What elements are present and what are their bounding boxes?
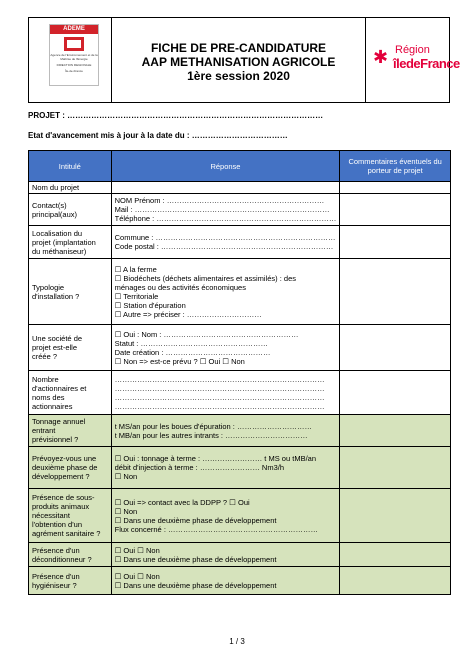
row-response[interactable] (111, 182, 340, 194)
row-comment-field[interactable] (340, 182, 451, 194)
row-label-line: l'obtention d'un (32, 520, 82, 529)
response-line[interactable]: t MS/an pour les boues d'épuration : ………………………… (114, 421, 312, 431)
ademe-logo (49, 24, 99, 86)
header-reponse: Réponse (111, 151, 340, 182)
row-label-line: d'actionnaires et (32, 383, 87, 393)
row-label-line: Typologie (32, 282, 65, 292)
row-label (29, 226, 112, 259)
table-row (29, 226, 451, 259)
response-line[interactable]: NOM Prénom : ……………………………………………………… (114, 196, 325, 205)
candidature-table (28, 150, 451, 595)
row-response[interactable] (111, 226, 340, 259)
title-line-2: AAP METHANISATION AGRICOLE (141, 55, 336, 69)
row-comment-field[interactable] (340, 447, 451, 489)
response-line[interactable]: ☐ Oui ☐ Non (114, 571, 160, 581)
row-label-line: créée ? (32, 352, 58, 361)
row-label (29, 567, 112, 595)
response-line[interactable]: ☐ Oui ☐ Non (114, 545, 160, 555)
row-label-line: du méthaniseur) (32, 246, 87, 256)
region-logo-line-2: îledeFrance (393, 56, 460, 71)
ademe-logo-region: DIRECTION REGIONALE (56, 63, 92, 67)
row-label-line: nécessitant (32, 511, 70, 520)
row-label-line: Nom du projet (32, 183, 80, 192)
row-comment-field[interactable] (340, 325, 451, 371)
ademe-logo-subtitle: Agence de l'Environnement et de la Maîtrise de l'Energie (50, 53, 98, 61)
row-label-line: principal(aux) (32, 209, 78, 219)
row-label-line: actionnaires (32, 401, 73, 411)
row-label (29, 371, 112, 415)
response-line[interactable]: Flux concerné : …………………………………………………… (114, 524, 318, 534)
response-line[interactable]: ☐ Dans une deuxième phase de développement (114, 515, 277, 525)
row-label (29, 489, 112, 543)
region-logo-line-1: Région (395, 44, 430, 56)
row-comment-field[interactable] (340, 567, 451, 595)
row-label-line: entrant (32, 426, 56, 435)
response-line[interactable]: ………………………………………………………………………… (114, 374, 325, 384)
row-label-line: Présence d'un (32, 545, 80, 555)
response-line[interactable]: ménages ou des activités économiques (114, 282, 246, 292)
response-line[interactable]: Date création : …………………………………… (114, 347, 271, 357)
response-line[interactable]: ☐ Oui => contact avec la DDPP ? ☐ Oui (114, 497, 250, 507)
response-line[interactable]: ☐ Biodéchets (déchets alimentaires et assimilés) : des (114, 273, 297, 283)
row-label-line: Présence de sous- (32, 493, 95, 502)
region-idf-logo (373, 44, 460, 78)
ademe-logo-box (29, 18, 112, 102)
response-line[interactable]: Statut : …………………………………………… (114, 338, 268, 348)
header-commentaires: Commentaires éventuels du porteur de projet (340, 151, 451, 182)
response-line[interactable]: Commune : ……………………………………………………………… (114, 233, 336, 242)
star-icon: ✱ (373, 47, 389, 67)
row-comment-field[interactable] (340, 226, 451, 259)
response-line[interactable]: Mail : …………………………………………………………………… (114, 205, 330, 214)
page-number: 1 / 3 (229, 637, 245, 646)
title-line-1: FICHE DE PRE-CANDIDATURE (150, 41, 327, 55)
row-label (29, 259, 112, 325)
row-label-line: Prévoyez-vous une (32, 454, 97, 463)
ademe-logo-name: ADEME (50, 25, 98, 34)
row-label-line: Tonnage annuel (32, 417, 86, 426)
row-label-line: Nombre (32, 374, 59, 384)
document-title (112, 18, 366, 102)
row-response[interactable] (111, 194, 340, 226)
row-label (29, 325, 112, 371)
row-label-line: développement ? (32, 472, 90, 481)
projet-field[interactable]: PROJET : …………………………………………………………………………………… (28, 111, 324, 120)
row-label (29, 415, 112, 447)
table-row (29, 371, 451, 415)
row-comment-field[interactable] (340, 194, 451, 226)
document-header (28, 17, 460, 103)
row-response[interactable] (111, 371, 340, 415)
response-line[interactable]: ☐ Non (114, 472, 138, 481)
row-response[interactable] (111, 543, 340, 567)
row-label (29, 182, 112, 194)
response-line[interactable]: ☐ Territoriale (114, 291, 159, 301)
row-response[interactable] (111, 415, 340, 447)
response-line[interactable]: Téléphone : ……………………………………………………………… (114, 214, 337, 223)
row-label (29, 194, 112, 226)
row-comment-field[interactable] (340, 415, 451, 447)
table-row (29, 182, 451, 194)
row-response[interactable] (111, 567, 340, 595)
row-response[interactable] (111, 259, 340, 325)
response-line[interactable]: ☐ Non (114, 506, 138, 516)
header-intitule: Intitulé (29, 151, 112, 182)
row-comment-field[interactable] (340, 371, 451, 415)
row-response[interactable] (111, 325, 340, 371)
row-response[interactable] (111, 489, 340, 543)
table-row (29, 325, 451, 371)
row-label-line: noms des (32, 392, 65, 402)
response-line[interactable]: ☐ Oui : tonnage à terme : …………………… t MS ou tMB/an (114, 454, 316, 463)
table-row (29, 489, 451, 543)
response-line[interactable]: Code postal : …………………………………………………………… (114, 242, 334, 251)
ademe-logo-region-name: Île-de-France (65, 69, 83, 73)
row-label-line: déconditionneur ? (32, 554, 92, 564)
response-line[interactable]: ☐ Oui : Nom : ……………………………………………… (114, 329, 299, 339)
row-comment-field[interactable] (340, 543, 451, 567)
response-line[interactable]: ☐ Dans une deuxième phase de développement (114, 580, 277, 590)
response-line[interactable]: t MB/an pour les autres intrants : …………………………… (114, 430, 308, 440)
row-label-line: produits animaux (32, 502, 90, 511)
response-line[interactable]: débit d'injection à terme : …………………… Nm3/h (114, 463, 285, 472)
row-label-line: Une société de (32, 334, 83, 343)
row-label-line: projet est-elle (32, 343, 78, 352)
response-line[interactable]: ☐ Non => est-ce prévu ? ☐ Oui ☐ Non (114, 356, 245, 366)
row-label-line: Présence d'un (32, 571, 80, 581)
ademe-logo-mark (64, 37, 84, 51)
row-label-line: d'installation ? (32, 291, 80, 301)
table-row (29, 567, 451, 595)
etat-avancement-field[interactable]: Etat d'avancement mis à jour à la date du : ……………………………… (28, 131, 288, 140)
row-label-line: projet (implantation (32, 237, 96, 247)
row-label-line: deuxième phase de (32, 463, 98, 472)
response-line[interactable]: ………………………………………………………………………… (114, 401, 325, 411)
response-line[interactable]: ☐ A la ferme (114, 264, 157, 274)
row-response[interactable] (111, 447, 340, 489)
table-row (29, 194, 451, 226)
row-label-line: hygiéniseur ? (32, 580, 77, 590)
row-comment-field[interactable] (340, 259, 451, 325)
response-line[interactable]: ………………………………………………………………………… (114, 383, 325, 393)
row-comment-field[interactable] (340, 489, 451, 543)
table-row (29, 259, 451, 325)
response-line[interactable]: ☐ Dans une deuxième phase de développement (114, 554, 277, 564)
row-label-line: prévisionnel ? (32, 435, 79, 444)
response-line[interactable]: ☐ Station d'épuration (114, 300, 186, 310)
response-line[interactable]: ☐ Autre => préciser : ………………………… (114, 309, 262, 319)
row-label (29, 447, 112, 489)
row-label (29, 543, 112, 567)
row-label-line: agrément sanitaire ? (32, 529, 101, 538)
response-line[interactable]: ………………………………………………………………………… (114, 392, 325, 402)
table-row (29, 415, 451, 447)
title-line-3: 1ère session 2020 (187, 69, 290, 83)
table-row (29, 543, 451, 567)
table-row (29, 447, 451, 489)
table-header-row (29, 151, 451, 182)
row-label-line: Localisation du (32, 228, 83, 238)
row-label-line: Contact(s) (32, 200, 67, 210)
